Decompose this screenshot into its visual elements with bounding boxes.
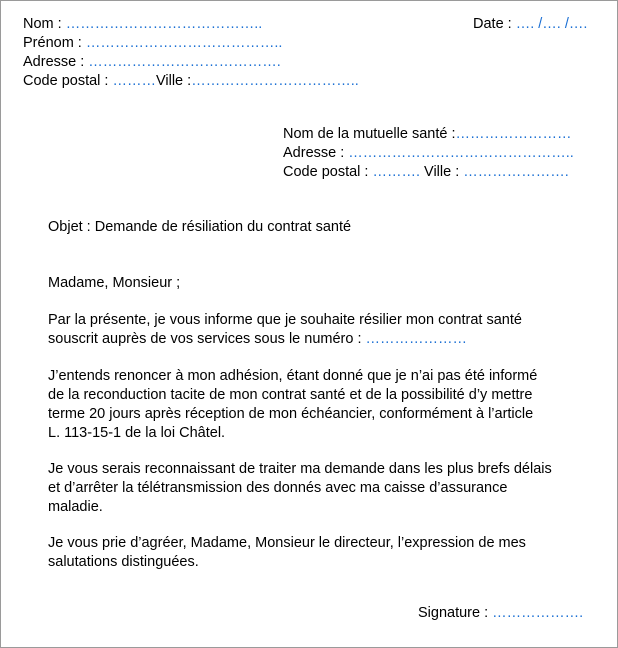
paragraph-4-line: salutations distinguées. (48, 554, 199, 570)
sender-ville-dots: …………………………….. (191, 73, 359, 89)
paragraph-4 (48, 534, 593, 572)
recipient-adresse-dots: ……………………………………….. (348, 145, 574, 161)
recipient-cp-ville-line (283, 163, 569, 182)
sender-adresse-label: Adresse : (23, 54, 85, 70)
paragraph-2-line: terme 20 jours après réception de mon échéancier, conformément à l’article (48, 406, 534, 422)
paragraph-1-line: Par la présente, je vous informe que je souhaite résilier mon contrat santé (48, 312, 522, 328)
salutation: Madame, Monsieur ; (48, 275, 181, 291)
objet-line: Objet : Demande de résiliation du contrat santé (48, 219, 352, 235)
sender-nom-line (23, 15, 262, 34)
paragraph-3-line: Je vous serais reconnaissant de traiter ma demande dans les plus brefs délais (48, 461, 552, 477)
recipient-adresse-line (283, 144, 574, 163)
sender-prenom-label: Prénom : (23, 35, 82, 51)
recipient-cp-dots: ………. (372, 164, 421, 180)
date-dots: …. /…. /…. (515, 16, 588, 32)
sender-cp-ville-line (23, 72, 359, 91)
paragraph-2-line: L. 113-15-1 de la loi Châtel. (48, 425, 226, 441)
sender-cp-dots: ……… (112, 73, 156, 89)
paragraph-2-line: de la reconduction tacite de mon contrat santé et de la possibilité d’y mettre (48, 387, 533, 403)
paragraph-3-line: maladie. (48, 499, 103, 515)
contract-number-dots: ………………… (365, 331, 468, 347)
sender-cp-label: Code postal : (23, 73, 109, 89)
sender-nom-label: Nom : (23, 16, 62, 32)
sender-prenom-line (23, 34, 282, 53)
date-label: Date : (473, 16, 512, 32)
paragraph-2-line: J’entends renoncer à mon adhésion, étant donné que je n’ai pas été informé (48, 368, 538, 384)
paragraph-1-line-text: souscrit auprès de vos services sous le numéro : (48, 331, 362, 347)
paragraph-1-line (48, 330, 593, 349)
paragraph-2 (48, 367, 593, 443)
sender-prenom-dots: ………………………………….. (85, 35, 283, 51)
paragraph-1 (48, 311, 593, 349)
recipient-name-dots: …………………… (455, 126, 572, 142)
signature-label: Signature : (418, 605, 489, 621)
signature-dots: ………………. (492, 605, 584, 621)
sender-nom-dots: ………………………………….. (65, 16, 263, 32)
date-line (473, 15, 587, 34)
sender-adresse-dots: …………………………………. (88, 54, 281, 70)
sender-adresse-line (23, 53, 281, 72)
recipient-adresse-label: Adresse : (283, 145, 345, 161)
recipient-ville-label: Ville : (424, 164, 460, 180)
sender-ville-label: Ville : (155, 73, 192, 89)
paragraph-3-line: et d’arrêter la télétransmission des donnés avec ma caisse d’assurance (48, 480, 508, 496)
paragraph-4-line: Je vous prie d’agréer, Madame, Monsieur le directeur, l’expression de mes (48, 535, 526, 551)
recipient-name-line (283, 125, 571, 144)
signature-line (418, 604, 583, 623)
recipient-cp-label: Code postal : (283, 164, 369, 180)
paragraph-3 (48, 460, 593, 517)
recipient-name-label: Nom de la mutuelle santé : (283, 126, 456, 142)
recipient-ville-dots: …………………. (463, 164, 569, 180)
